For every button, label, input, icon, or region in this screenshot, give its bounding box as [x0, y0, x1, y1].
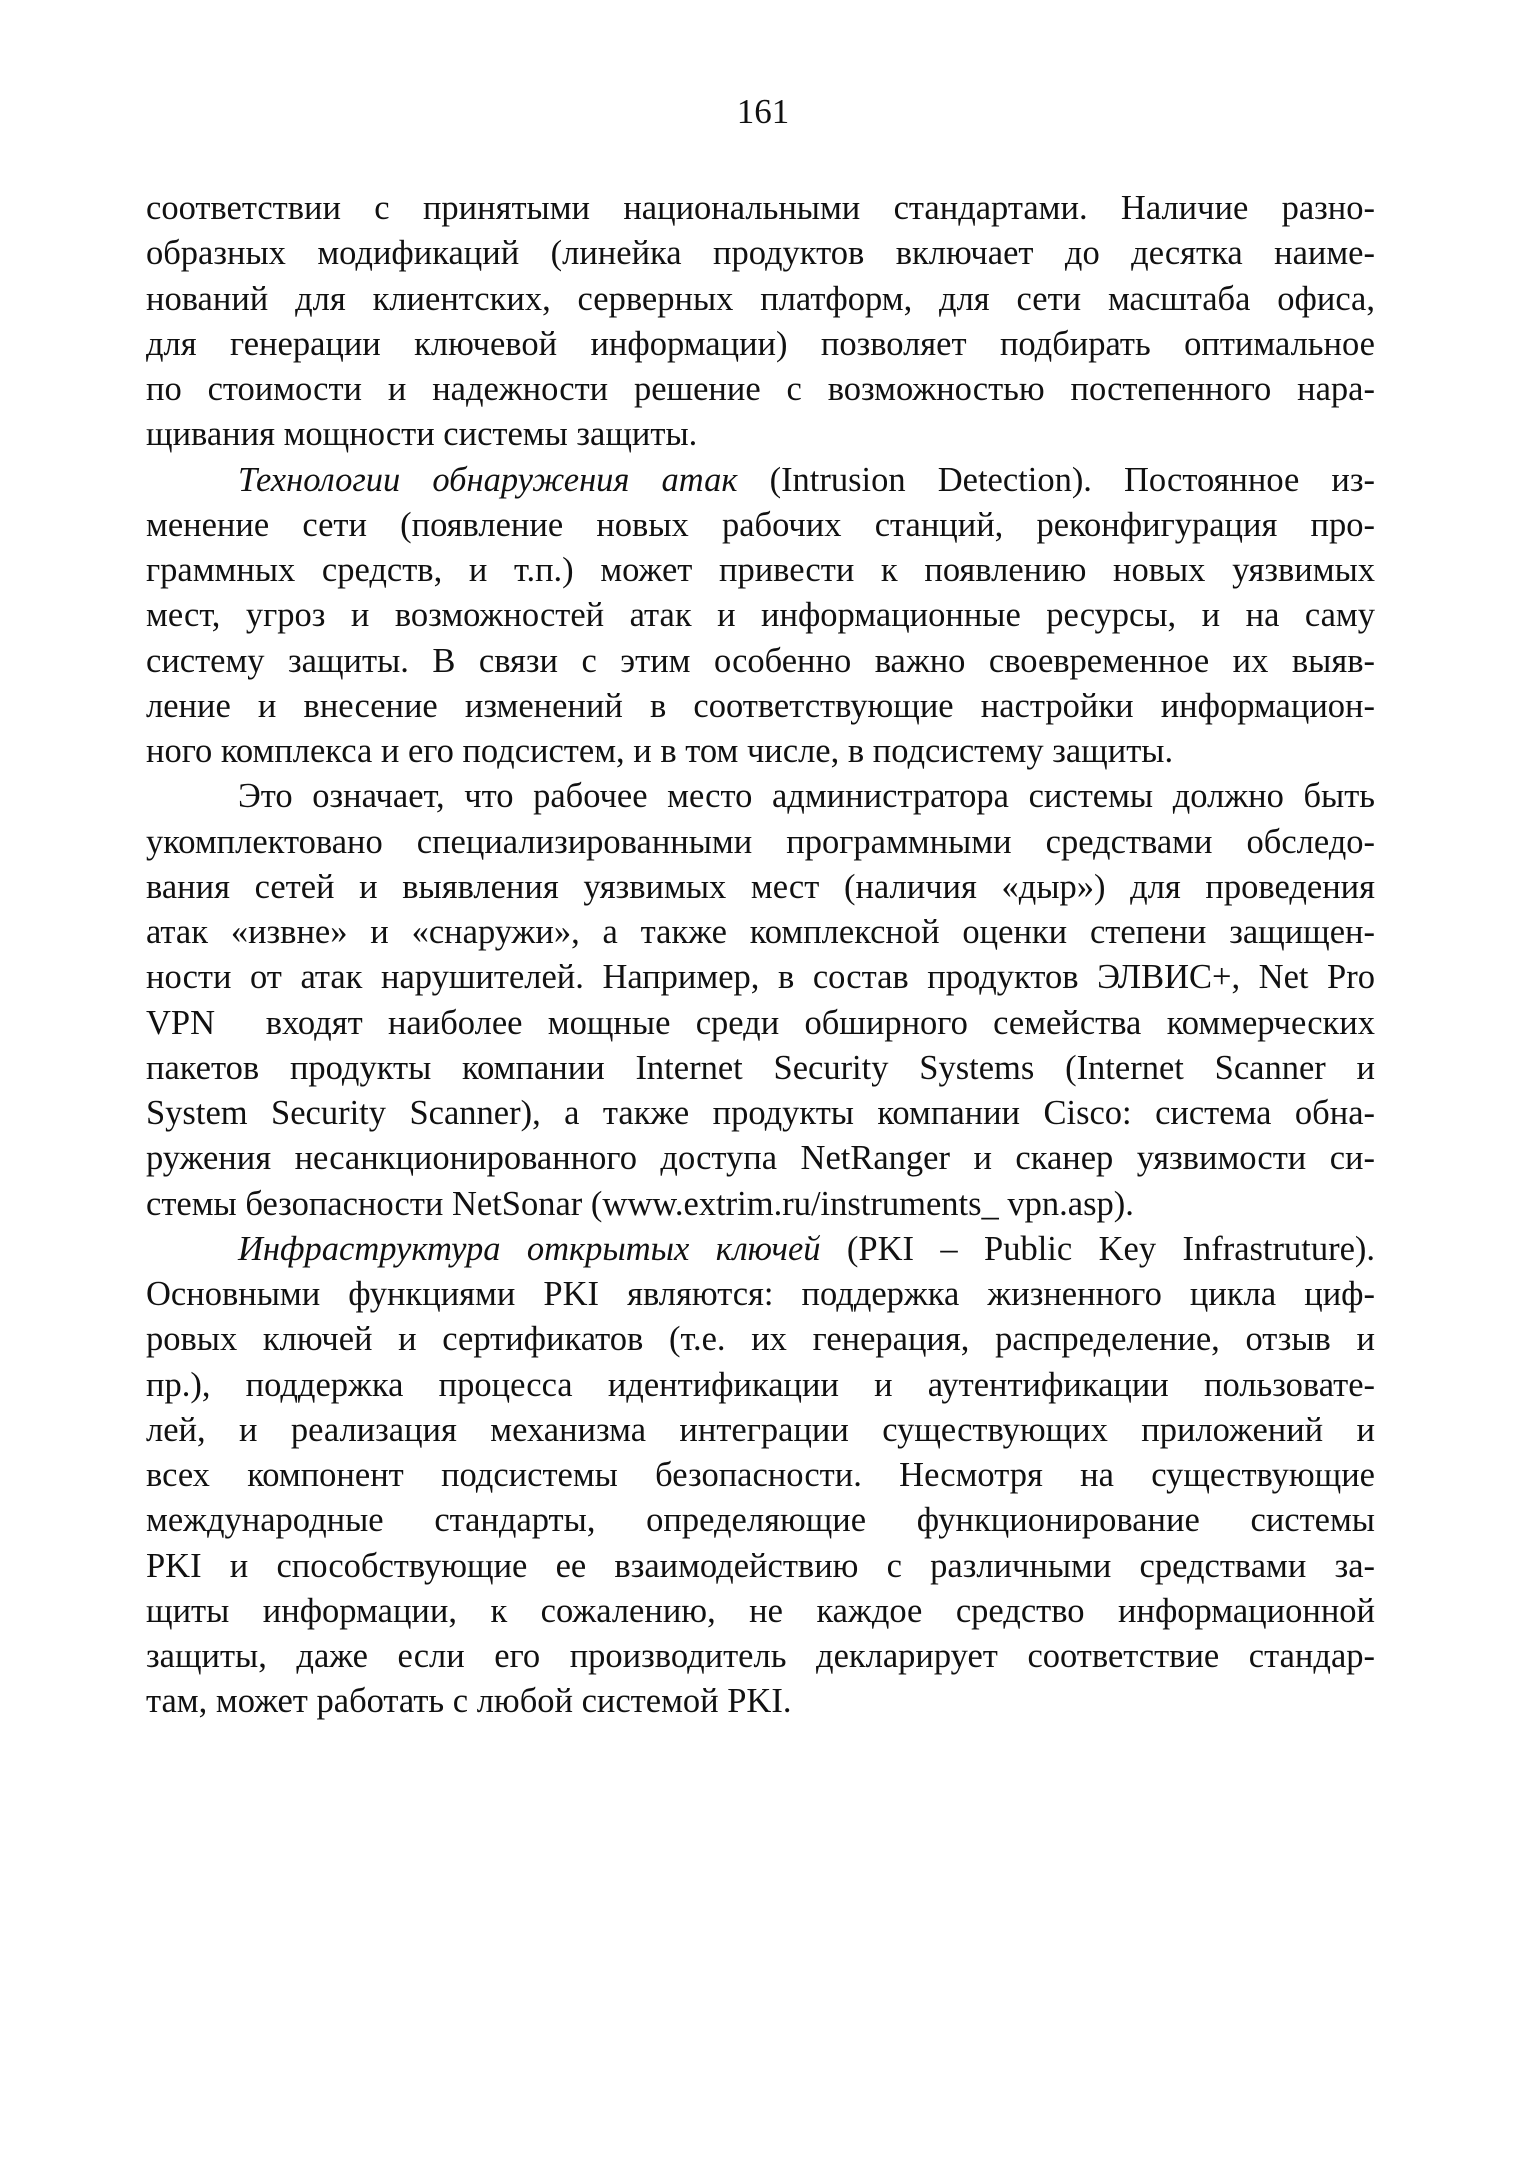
text-line: граммных средств, и т.п.) может привести к появлению новых уязвимых [146, 551, 1375, 589]
text-line: всех компонент подсистемы безопасности. Несмотря на существующие [146, 1456, 1375, 1494]
section-term-italic: Технологии обнаружения атак [238, 460, 738, 499]
text-line: менение сети (появление новых рабочих станций, реконфигурация про- [146, 505, 1375, 544]
paragraph-intrusion-detection [146, 458, 1375, 775]
text-line: щиты информации, к сожалению, не каждое средство информационной [146, 1591, 1375, 1630]
text-line: System Security Scanner), а также продукты компании Cisco: система обна- [146, 1094, 1375, 1132]
text-line: образных модификаций (линейка продуктов включает до десятка наиме- [146, 234, 1375, 273]
text-line: ление и внесение изменений в соответствующие настройки информацион- [146, 686, 1375, 725]
text-line: там, может работать с любой системой PKI. [146, 1682, 792, 1721]
text-line: вания сетей и выявления уязвимых мест (наличия «дыр») для проведения [146, 867, 1375, 906]
text-line: PKI и способствующие ее взаимодействию с различными средствами за- [146, 1546, 1375, 1585]
text-line: ности от атак нарушителей. Например, в состав продуктов ЭЛВИС+, Net Pro [146, 958, 1375, 997]
paragraph-pki [146, 1227, 1375, 1725]
paragraph-1 [146, 186, 1375, 458]
text-line: лей, и реализация механизма интеграции существующих приложений и [146, 1410, 1375, 1449]
text-line: соответствии с принятыми национальными стандартами. Наличие разно- [146, 189, 1375, 227]
paragraph-admin-workplace [146, 774, 1375, 1227]
text-line [146, 1227, 1375, 1272]
text-line: укомплектовано специализированными программными средствами обследо- [146, 822, 1375, 861]
text-line: защиты, даже если его производитель декларирует соответствие стандар- [146, 1637, 1375, 1675]
text-line [146, 458, 1375, 503]
text-line: по стоимости и надежности решение с возможностью постепенного нара- [146, 370, 1375, 408]
text-run: (Intrusion Detection). Постоянное из- [737, 460, 1375, 499]
text-line: щивания мощности системы защиты. [146, 415, 698, 454]
text-line: нований для клиентских, серверных платформ, для сети масштаба офиса, [146, 279, 1375, 318]
text-line: VPN входят наиболее мощные среди обширного семейства коммерческих [146, 1003, 1375, 1042]
section-term-italic: Инфраструктура открытых ключей [238, 1229, 821, 1268]
text-line: стемы безопасности NetSonar (www.extrim.ru/instruments_ vpn.asp). [146, 1184, 1134, 1223]
text-line: международные стандарты, определяющие функционирование системы [146, 1501, 1375, 1540]
text-line: атак «извне» и «снаружи», а также комплексной оценки степени защищен- [146, 913, 1375, 951]
body-text [146, 186, 1375, 1725]
text-line: мест, угроз и возможностей атак и информационные ресурсы, и на саму [146, 596, 1375, 635]
text-line: Основными функциями PKI являются: поддержка жизненного цикла циф- [146, 1275, 1375, 1313]
text-line: для генерации ключевой информации) позволяет подбирать оптимальное [146, 324, 1375, 363]
page-number: 161 [736, 92, 790, 131]
text-line: ружения несанкционированного доступа NetRanger и сканер уязвимости си- [146, 1139, 1375, 1178]
text-line: ровых ключей и сертификатов (т.е. их генерация, распределение, отзыв и [146, 1320, 1375, 1359]
text-run: (PKI – Public Key Infrastruture). [820, 1229, 1376, 1268]
text-line: ного комплекса и его подсистем, и в том числе, в подсистему защиты. [146, 732, 1174, 770]
text-line: пакетов продукты компании Internet Security Systems (Internet Scanner и [146, 1048, 1375, 1087]
text-line: Это означает, что рабочее место администратора системы должно быть [238, 777, 1375, 816]
text-line: пр.), поддержка процесса идентификации и аутентификации пользовате- [146, 1365, 1375, 1404]
text-line: систему защиты. В связи с этим особенно важно своевременное их выяв- [146, 641, 1375, 680]
